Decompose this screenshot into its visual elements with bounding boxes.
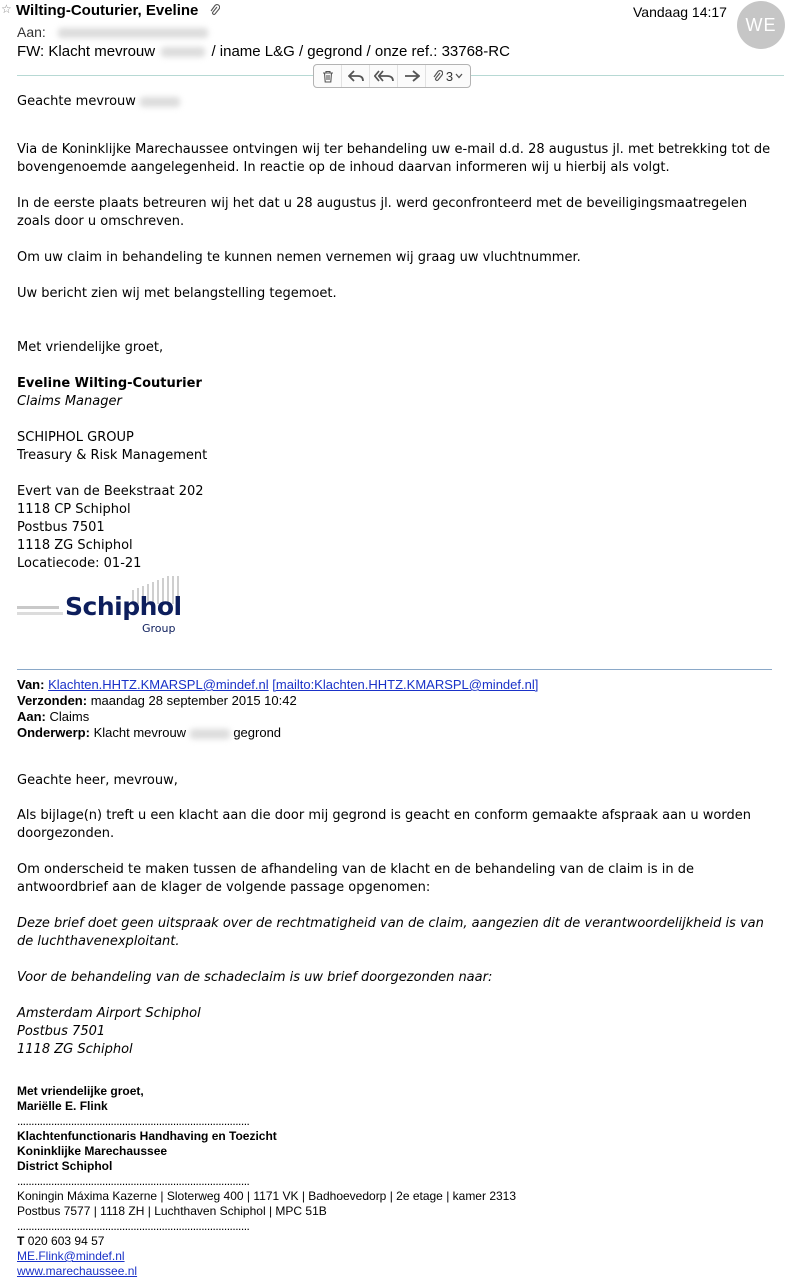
trash-icon: [322, 70, 334, 83]
sig-closing: Met vriendelijke groet,: [17, 1084, 144, 1098]
from-email-link[interactable]: Klachten.HHTZ.KMARSPL@mindef.nl: [48, 677, 269, 692]
message-toolbar: [313, 64, 471, 88]
forward-divider: [17, 669, 772, 670]
subject-suffix: / iname L&G / gegrond / onze ref.: 33768-RC: [211, 43, 510, 60]
subject-redacted: [190, 729, 230, 739]
forward-subject-row: [17, 725, 281, 741]
to-label: Aan:: [17, 24, 46, 40]
forward-icon: [404, 70, 420, 82]
to-value: Claims: [49, 709, 90, 724]
message-subject: [17, 43, 510, 60]
address-line: 1118 ZG Schiphol: [17, 538, 133, 553]
sig-divider: ..................................................................................: [17, 1174, 250, 1188]
sig-website-link[interactable]: www.marechaussee.nl: [17, 1264, 138, 1278]
forward-quote: Deze brief doet geen uitspraak over de rechtmatigheid van de claim, aangezien dit de verantwoordelijkheid is van de luchthavenexploitant.: [17, 916, 764, 949]
paperclip-icon: [433, 70, 443, 83]
reply-paragraph: Om uw claim in behandeling te kunnen nemen vernemen wij graag uw vluchtnummer.: [17, 250, 581, 265]
sig-divider: ..................................................................................: [17, 1219, 250, 1233]
reply-greeting: [17, 93, 777, 111]
forward-address-line: Postbus 7501: [17, 1024, 106, 1039]
forward-address-line: 1118 ZG Schiphol: [17, 1042, 133, 1057]
forward-paragraph: Om onderscheid te maken tussen de afhandeling van de klacht en de behandeling van de claim is in de antwoordbrief aan de klager de volgende passage opgenomen:: [17, 862, 694, 895]
forward-address-line: Amsterdam Airport Schiphol: [17, 1006, 201, 1021]
signature-title: Claims Manager: [17, 394, 122, 409]
address-line: Postbus 7501: [17, 520, 105, 535]
reply-closing: Met vriendelijke groet,: [17, 340, 164, 355]
sent-value: maandag 28 september 2015 10:42: [90, 693, 297, 708]
greeting-redacted: [140, 97, 180, 107]
reply-all-button[interactable]: [370, 65, 398, 87]
chevron-down-icon: [455, 73, 463, 79]
reply-paragraph: Via de Koninklijke Marechaussee ontvingen wij ter behandeling uw e-mail d.d. 28 augustus jl. met betrekking tot de bovengenoemde aangelegenheid. In reactie op de inhoud daarvan informeren wij u hierbij als volgt.: [17, 142, 771, 175]
forward-button[interactable]: [398, 65, 426, 87]
forward-greeting: Geachte heer, mevrouw,: [17, 773, 178, 788]
to-label: Aan:: [17, 709, 46, 724]
from-label: Van:: [17, 677, 45, 692]
reply-paragraph: Uw bericht zien wij met belangstelling tegemoet.: [17, 286, 337, 301]
reply-button[interactable]: [342, 65, 370, 87]
sig-role: Klachtenfunctionaris Handhaving en Toezicht: [17, 1129, 277, 1143]
logo-subtitle: Group: [142, 622, 176, 635]
forward-paragraph: Als bijlage(n) treft u een klacht aan die door mij gegrond is geacht en conform gemaakte afspraak aan u worden doorgezonden.: [17, 808, 751, 841]
recipient-row: [17, 24, 208, 40]
address-line: 1118 CP Schiphol: [17, 502, 131, 517]
logo-wordmark: Schiphol: [65, 592, 182, 621]
signature-name: Eveline Wilting-Couturier: [17, 376, 202, 391]
reply-all-icon: [374, 70, 394, 82]
reply-paragraph: In de eerste plaats betreuren wij het dat u 28 augustus jl. werd geconfronteerd met de beveiligingsmaatregelen zoals door u omschreven.: [17, 196, 748, 229]
recipient-redacted: [58, 28, 208, 38]
sig-visit-address: Koningin Máxima Kazerne | Sloterweg 400 | 1171 VK | Badhoevedorp | 2e etage | kamer 2313: [17, 1189, 517, 1203]
subject-label: Onderwerp:: [17, 725, 90, 740]
sig-web-row: [17, 1264, 137, 1279]
from-mailto-link[interactable]: [mailto:Klachten.HHTZ.KMARSPL@mindef.nl]: [272, 677, 539, 692]
sig-phone: [17, 1234, 104, 1249]
subject-redacted: [161, 47, 205, 57]
sig-org: Koninklijke Marechaussee: [17, 1144, 168, 1158]
avatar: WE: [737, 1, 785, 49]
attachments-button[interactable]: [426, 65, 470, 87]
attachment-count: 3: [445, 68, 454, 84]
sig-email-link[interactable]: ME.Flink@mindef.nl: [17, 1249, 125, 1263]
sig-post-address: Postbus 7577 | 1118 ZH | Luchthaven Schiphol | MPC 51B: [17, 1204, 327, 1218]
schiphol-logo: [17, 576, 187, 638]
signature-company: SCHIPHOL GROUP: [17, 430, 134, 445]
address-line: Evert van de Beekstraat 202: [17, 484, 204, 499]
sent-label: Verzonden:: [17, 693, 88, 708]
forward-from-row: [17, 677, 538, 693]
reply-icon: [348, 70, 364, 82]
message-date: Vandaag 14:17: [633, 4, 727, 20]
flag-star-icon[interactable]: ☆: [1, 2, 12, 16]
signature-department: Treasury & Risk Management: [17, 448, 208, 463]
address-line: Locatiecode: 01-21: [17, 556, 142, 571]
sig-divider: ..................................................................................: [17, 1114, 250, 1128]
delete-button[interactable]: [314, 65, 342, 87]
sig-name: Mariëlle E. Flink: [17, 1099, 108, 1113]
subject-prefix: FW: Klacht mevrouw: [17, 43, 156, 60]
attachment-indicator-icon: [210, 4, 220, 17]
sender-name: Wilting-Couturier, Eveline: [16, 2, 199, 19]
phone-label: T: [17, 1234, 25, 1248]
forward-to-row: [17, 709, 89, 725]
phone-value: 020 603 94 57: [27, 1234, 105, 1248]
subject-prefix: Klacht mevrouw: [93, 725, 187, 740]
greeting-text: Geachte mevrouw: [17, 94, 136, 109]
subject-suffix: gegrond: [233, 725, 282, 740]
sig-email-row: [17, 1249, 125, 1264]
sig-district: District Schiphol: [17, 1159, 113, 1173]
forward-paragraph: Voor de behandeling van de schadeclaim is uw brief doorgezonden naar:: [17, 970, 493, 985]
forward-sent-row: [17, 693, 297, 709]
